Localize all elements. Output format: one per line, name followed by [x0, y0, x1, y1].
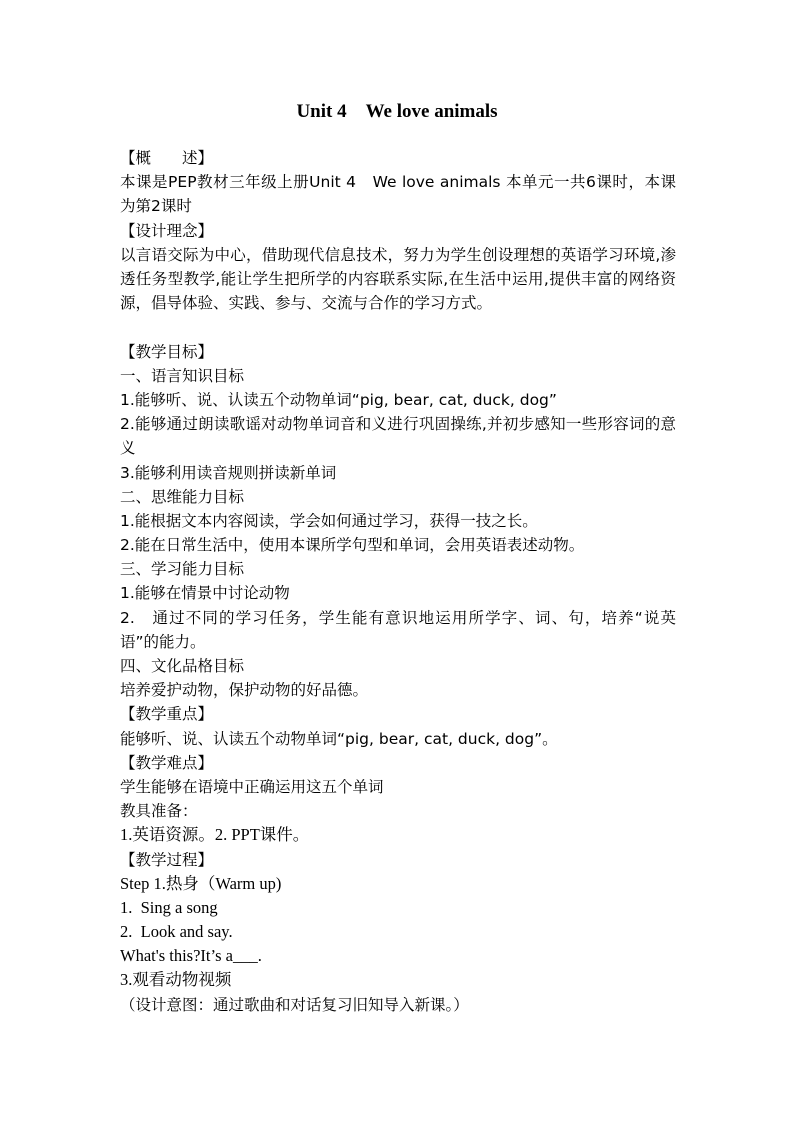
materials-heading: 教具准备：	[120, 802, 198, 821]
document-body	[120, 146, 676, 1017]
document-title: Unit 4 We love animals	[296, 101, 498, 122]
materials-text: 1.英语资源。2. PPT课件。	[120, 825, 310, 845]
concept-text: 以言语交际为中心，借助现代信息技术，努力为学生创设理想的英语学习环境,渗透任务型教学,能让学生把所学的内容联系实际,在生活中运用,提供丰富的网络资源，倡导体验、实践、参与、交流与合作的学习方式。	[120, 245, 676, 313]
objective-thinking-2: 2.能在日常生活中，使用本课所学句型和单词，会用英语表述动物。	[120, 536, 585, 555]
section-heading-difficulties: 【教学难点】	[120, 753, 214, 772]
overview-text: 本课是PEP教材三年级上册Unit 4 We love animals 本单元一共6课时，本课为第2课时	[120, 173, 676, 216]
step-1-dialogue: What's this?It’s a___.	[120, 946, 262, 966]
objective-language-3: 3.能够利用读音规则拼读新单词	[120, 463, 337, 482]
objective-heading-language: 一、语言知识目标	[120, 366, 245, 385]
objective-heading-culture: 四、文化品格目标	[120, 657, 245, 676]
section-heading-concept: 【设计理念】	[120, 221, 214, 240]
objective-culture-1: 培养爱护动物，保护动物的好品德。	[120, 681, 369, 700]
step-1-heading: Step 1.热身（Warm up)	[120, 873, 282, 893]
step-1-item-2: 2. Look and say.	[120, 922, 233, 942]
objective-heading-thinking: 二、思维能力目标	[120, 487, 245, 506]
section-heading-key-points: 【教学重点】	[120, 705, 214, 724]
objective-language-1: 1.能够听、说、认读五个动物单词“pig, bear, cat, duck, dog”	[120, 390, 557, 409]
objective-thinking-1: 1.能根据文本内容阅读，学会如何通过学习，获得一技之长。	[120, 511, 538, 530]
objective-learning-1: 1.能够在情景中讨论动物	[120, 584, 290, 603]
section-heading-objectives: 【教学目标】	[120, 342, 214, 361]
objective-language-2: 2.能够通过朗读歌谣对动物单词音和义进行巩固操练,并初步感知一些形容词的意义	[120, 415, 676, 458]
step-1-design-intent: （设计意图：通过歌曲和对话复习旧知导入新课。）	[120, 995, 469, 1014]
section-heading-process: 【教学过程】	[120, 850, 214, 869]
step-1-item-1: 1. Sing a song	[120, 897, 218, 917]
objective-learning-2: 2. 通过不同的学习任务，学生能有意识地运用所学字、词、句，培养“说英语”的能力。	[120, 608, 676, 651]
section-heading-overview: 【概 述】	[120, 149, 214, 167]
objective-heading-learning: 三、学习能力目标	[120, 560, 245, 579]
key-points-text: 能够听、说、认读五个动物单词“pig, bear, cat, duck, dog”。	[120, 729, 558, 748]
step-1-item-3: 3.观看动物视频	[120, 970, 232, 990]
difficulties-text: 学生能够在语境中正确运用这五个单词	[120, 777, 384, 796]
